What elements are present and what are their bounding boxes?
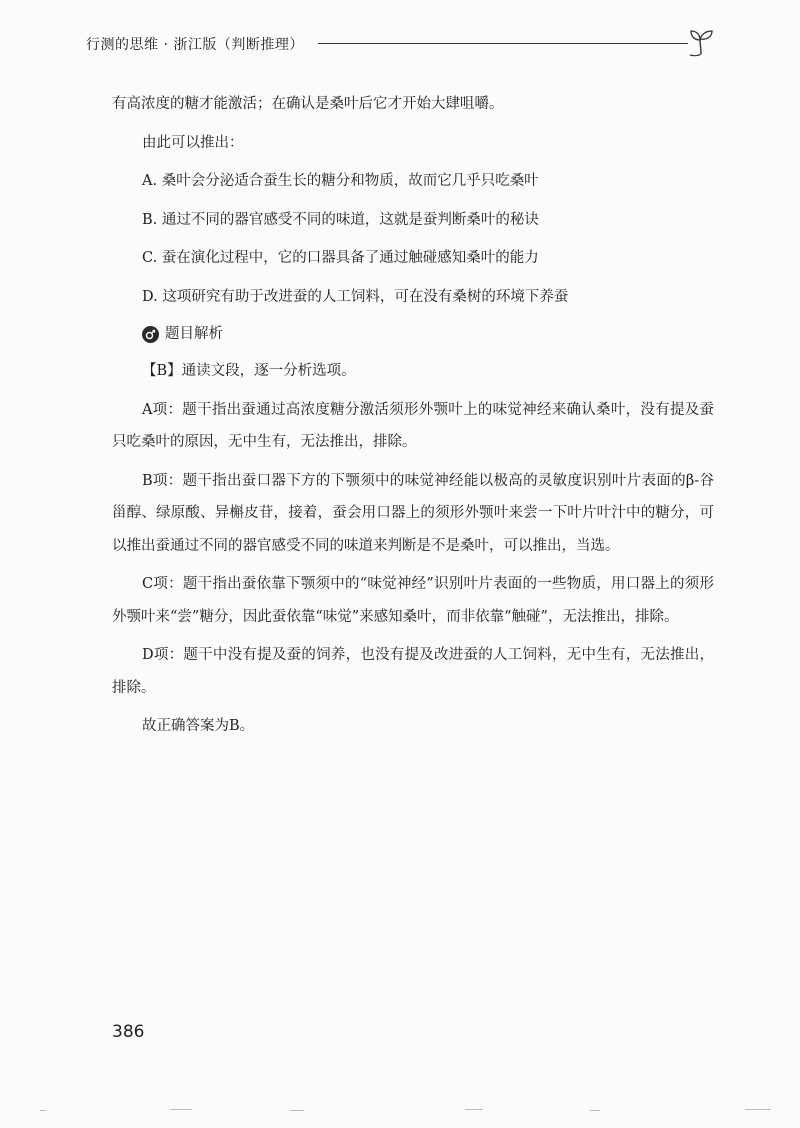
analysis-badge-icon — [142, 326, 159, 343]
analysis-option-a: A项：题干指出蚕通过高浓度糖分激活须形外颚叶上的味觉神经来确认桑叶，没有提及蚕只吃桑叶的原因，无中生有，无法推出，排除。 — [112, 401, 714, 450]
option-d: D. 这项研究有助于改进蚕的人工饲料，可在没有桑树的环境下养蚕 — [142, 288, 569, 305]
page-body — [112, 88, 714, 749]
running-header — [72, 26, 722, 60]
continuation-paragraph: 有高浓度的糖才能激活；在确认是桑叶后它才开始大肆咀嚼。 — [112, 96, 504, 112]
page-number: 386 — [112, 1022, 145, 1042]
scan-noise — [0, 1108, 800, 1114]
sprout-icon — [684, 24, 718, 58]
analysis-option-c: C项：题干指出蚕依靠下颚须中的“味觉神经”识别叶片表面的一些物质，用口器上的须形外颚叶来“尝”糖分，因此蚕依靠“味觉”来感知桑叶，而非依靠“触碰”，无法推出，排除。 — [112, 576, 714, 625]
analysis-option-d: D项：题干中没有提及蚕的饲养，也没有提及改进蚕的人工饲料，无中生有，无法推出，排除。 — [112, 647, 714, 696]
question-stem: 由此可以推出： — [142, 134, 244, 151]
analysis-heading-label: 题目解析 — [165, 326, 223, 342]
header-title: 行测的思维 · 浙江版（判断推理） — [86, 37, 304, 53]
header-rule — [318, 43, 688, 44]
option-b: B. 通过不同的器官感受不同的味道，这就是蚕判断桑叶的秘诀 — [142, 211, 539, 228]
analysis-answer: 【B】通读文段，逐一分析选项。 — [142, 363, 356, 379]
analysis-heading — [112, 319, 714, 349]
analysis-option-b: B项：题干指出蚕口器下方的下颚须中的味觉神经能以极高的灵敏度识别叶片表面的β-谷甾醇、绿原酸、异槲皮苷，接着，蚕会用口器上的须形外颚叶来尝一下叶片叶汁中的糖分，可以推出蚕通过不同的器官感受不同的味道来判断是不是桑叶，可以推出，当选。 — [112, 472, 714, 554]
option-c: C. 蚕在演化过程中，它的口器具备了通过触碰感知桑叶的能力 — [142, 250, 539, 266]
option-a: A. 桑叶会分泌适合蚕生长的糖分和物质，故而它几乎只吃桑叶 — [142, 173, 539, 189]
final-answer: 故正确答案为B。 — [142, 718, 255, 734]
